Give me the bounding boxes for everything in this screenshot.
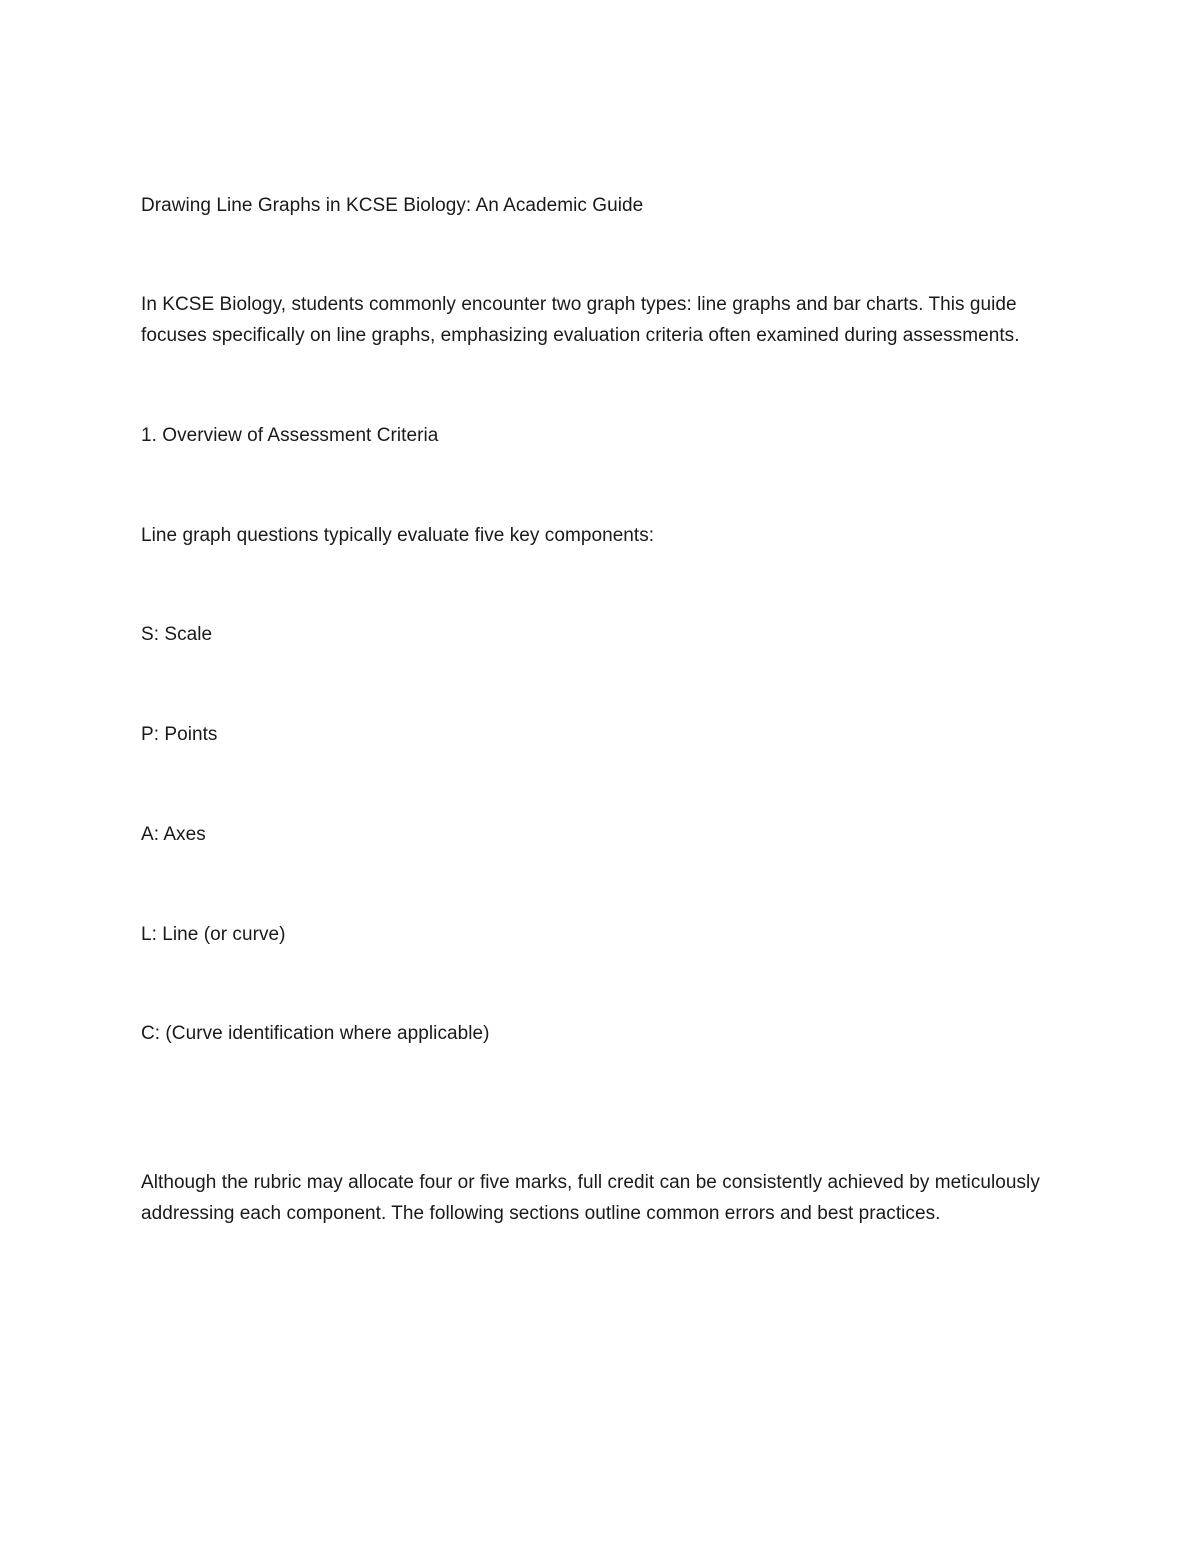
component-axes: A: Axes [141, 824, 206, 845]
intro-paragraph: In KCSE Biology, students commonly encounter two graph types: line graphs and bar charts. This guide focuses specifically on line graphs, emphasizing evaluation criteria often examined during assessments. [141, 294, 1020, 346]
component-curve: C: (Curve identification where applicable) [141, 1023, 490, 1044]
component-points: P: Points [141, 724, 218, 745]
components-intro: Line graph questions typically evaluate five key components: [141, 525, 655, 546]
section-heading: 1. Overview of Assessment Criteria [141, 425, 439, 446]
component-scale: S: Scale [141, 624, 213, 645]
document-title: Drawing Line Graphs in KCSE Biology: An Academic Guide [141, 195, 644, 216]
closing-paragraph: Although the rubric may allocate four or five marks, full credit can be consistently achieved by meticulously addressing each component. The following sections outline common errors and best practices. [141, 1172, 1040, 1224]
component-line: L: Line (or curve) [141, 924, 286, 945]
